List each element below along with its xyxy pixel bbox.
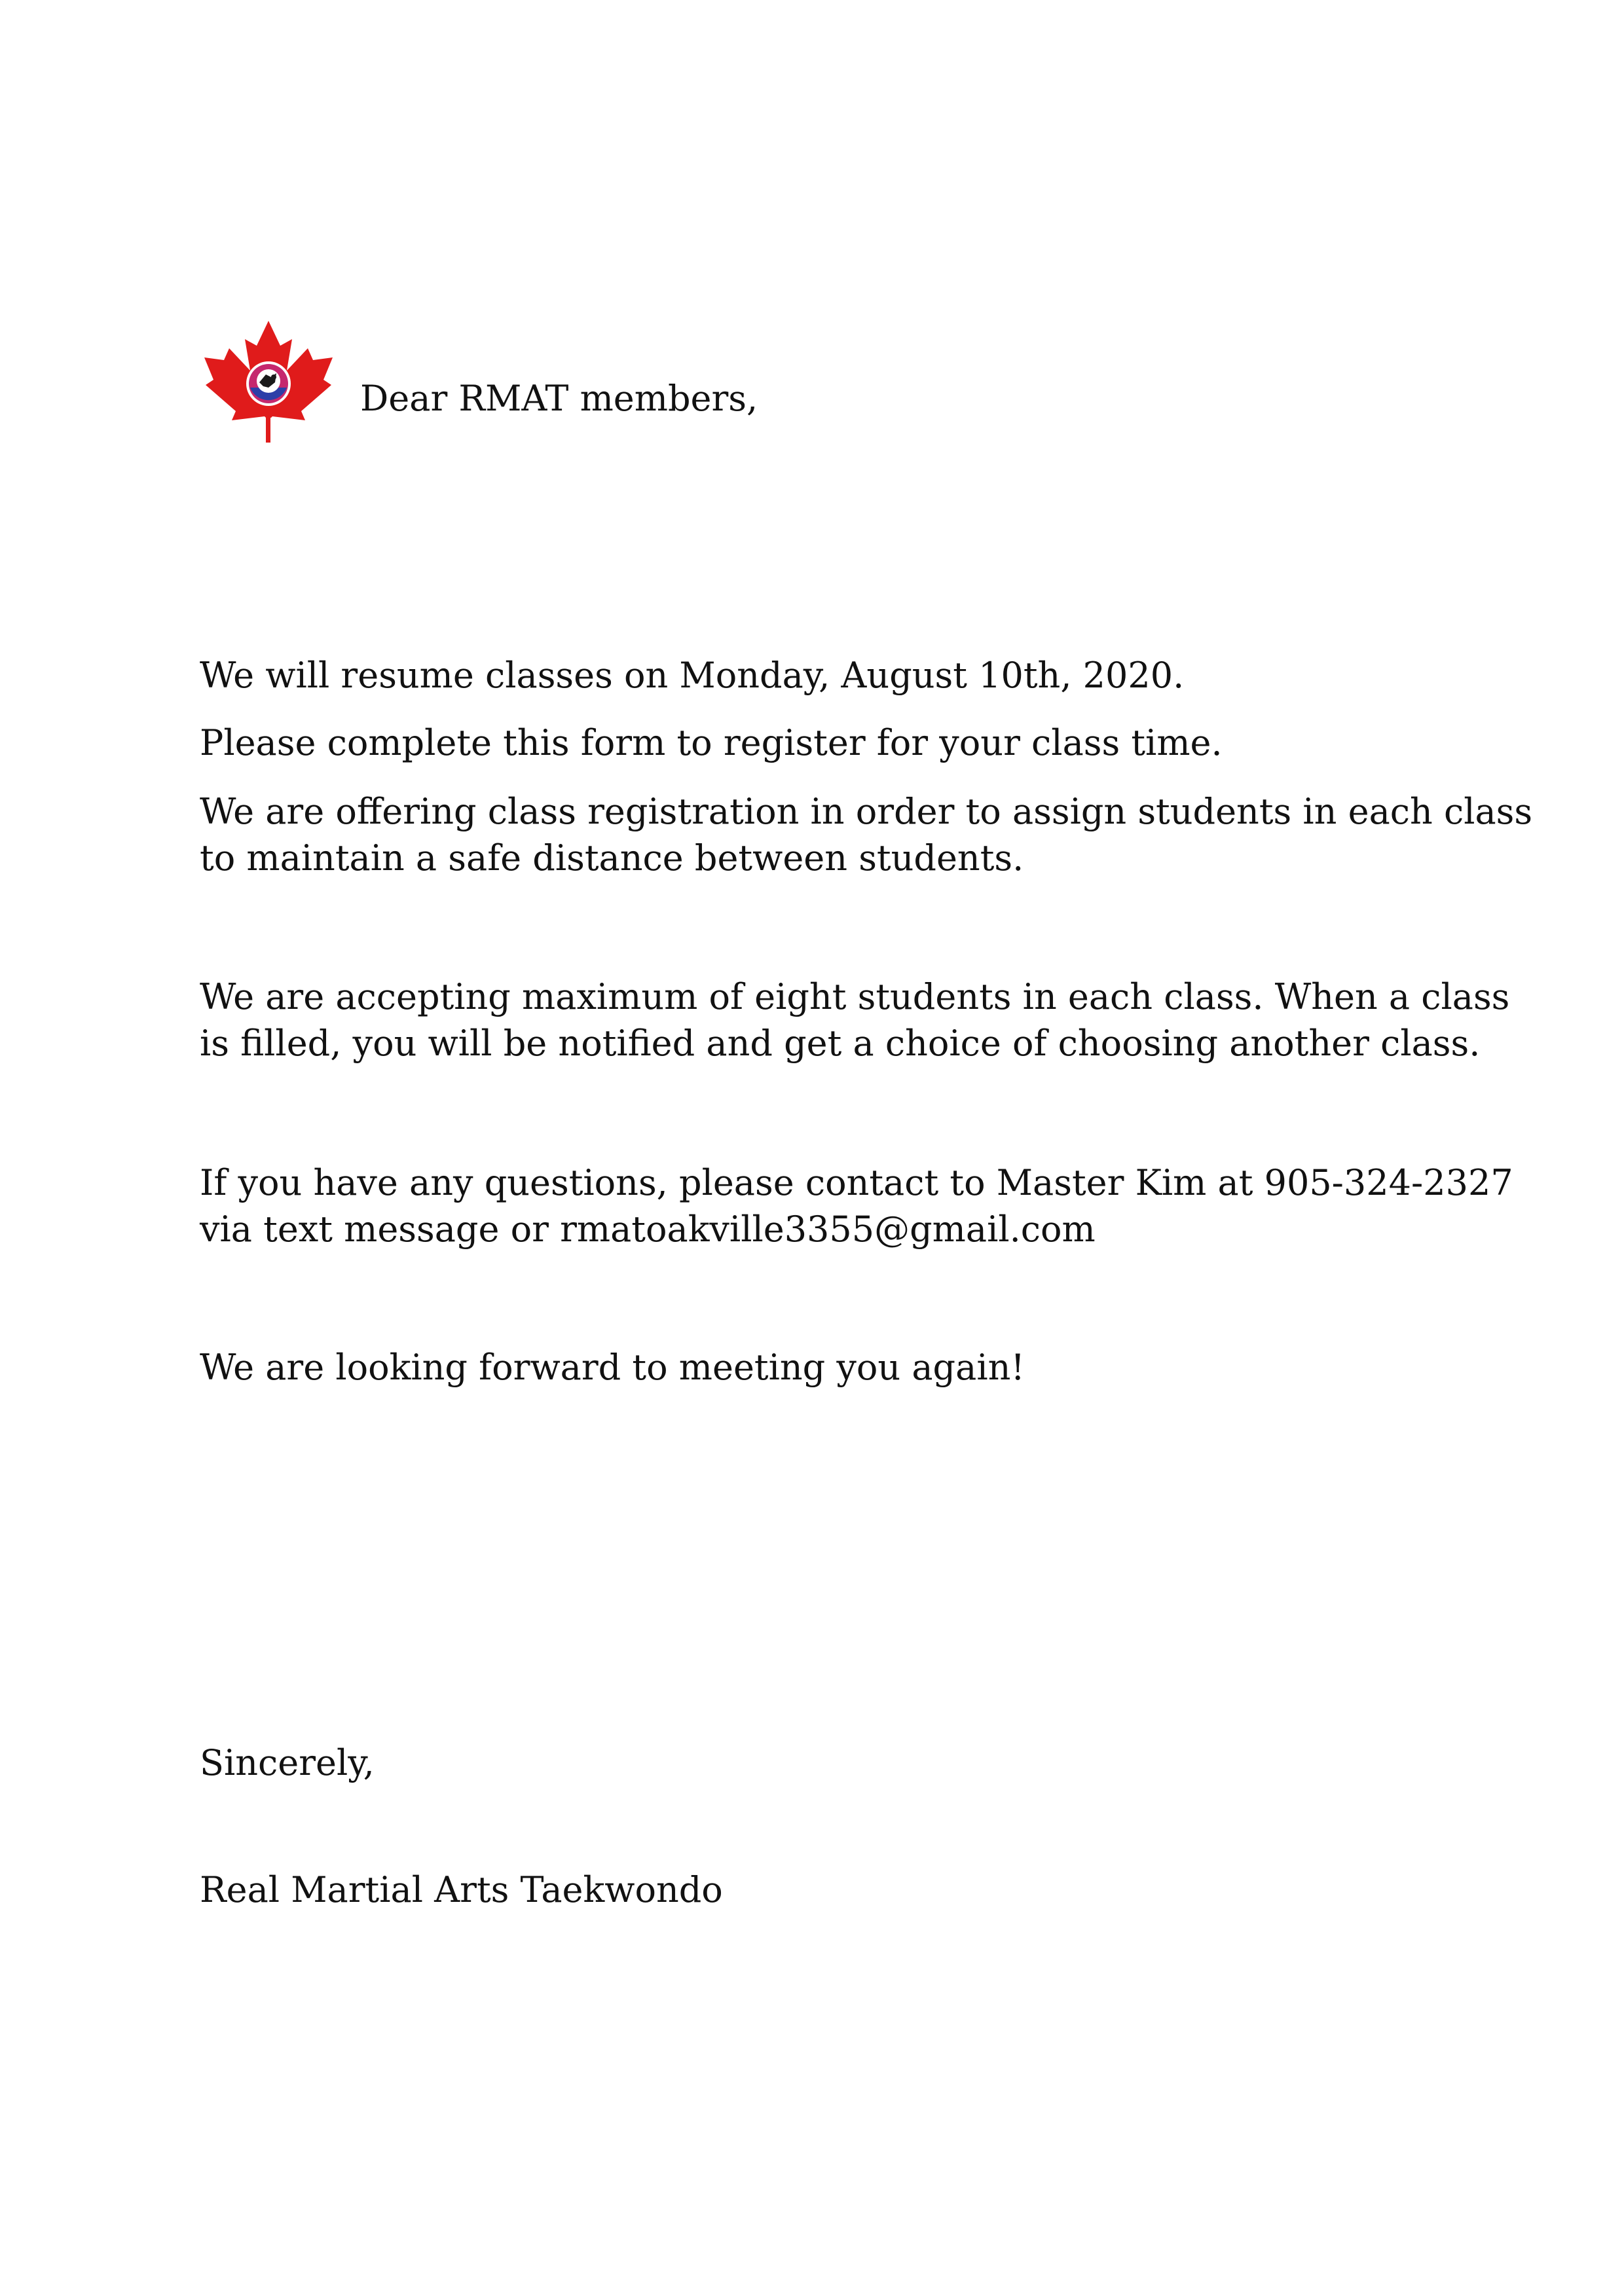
maple-leaf-icon	[203, 319, 334, 444]
paragraph-register: Please complete this form to register for your class time.	[200, 722, 1223, 763]
paragraph-capacity-line-2: is filled, you will be notified and get a choice of choosing another class.	[200, 1023, 1481, 1064]
paragraph-capacity-line-1: We are accepting maximum of eight students in each class. When a class	[200, 976, 1510, 1017]
paragraph-registration-line-2: to maintain a safe distance between students.	[200, 837, 1024, 879]
paragraph-contact-line-1: If you have any questions, please contact to Master Kim at 905-324-2327	[200, 1162, 1513, 1203]
paragraph-closing-remark: We are looking forward to meeting you again!	[200, 1347, 1025, 1388]
maple-leaf-logo-icon	[203, 319, 334, 444]
closing: Sincerely,	[200, 1742, 375, 1783]
signature: Real Martial Arts Taekwondo	[200, 1869, 723, 1910]
paragraph-registration-line-1: We are offering class registration in order to assign students in each class	[200, 791, 1533, 832]
greeting: Dear RMAT members,	[360, 378, 758, 419]
paragraph-contact-line-2: via text message or rmatoakville3355@gmail.com	[200, 1209, 1096, 1250]
paragraph-resume-date: We will resume classes on Monday, August 10th, 2020.	[200, 655, 1185, 696]
